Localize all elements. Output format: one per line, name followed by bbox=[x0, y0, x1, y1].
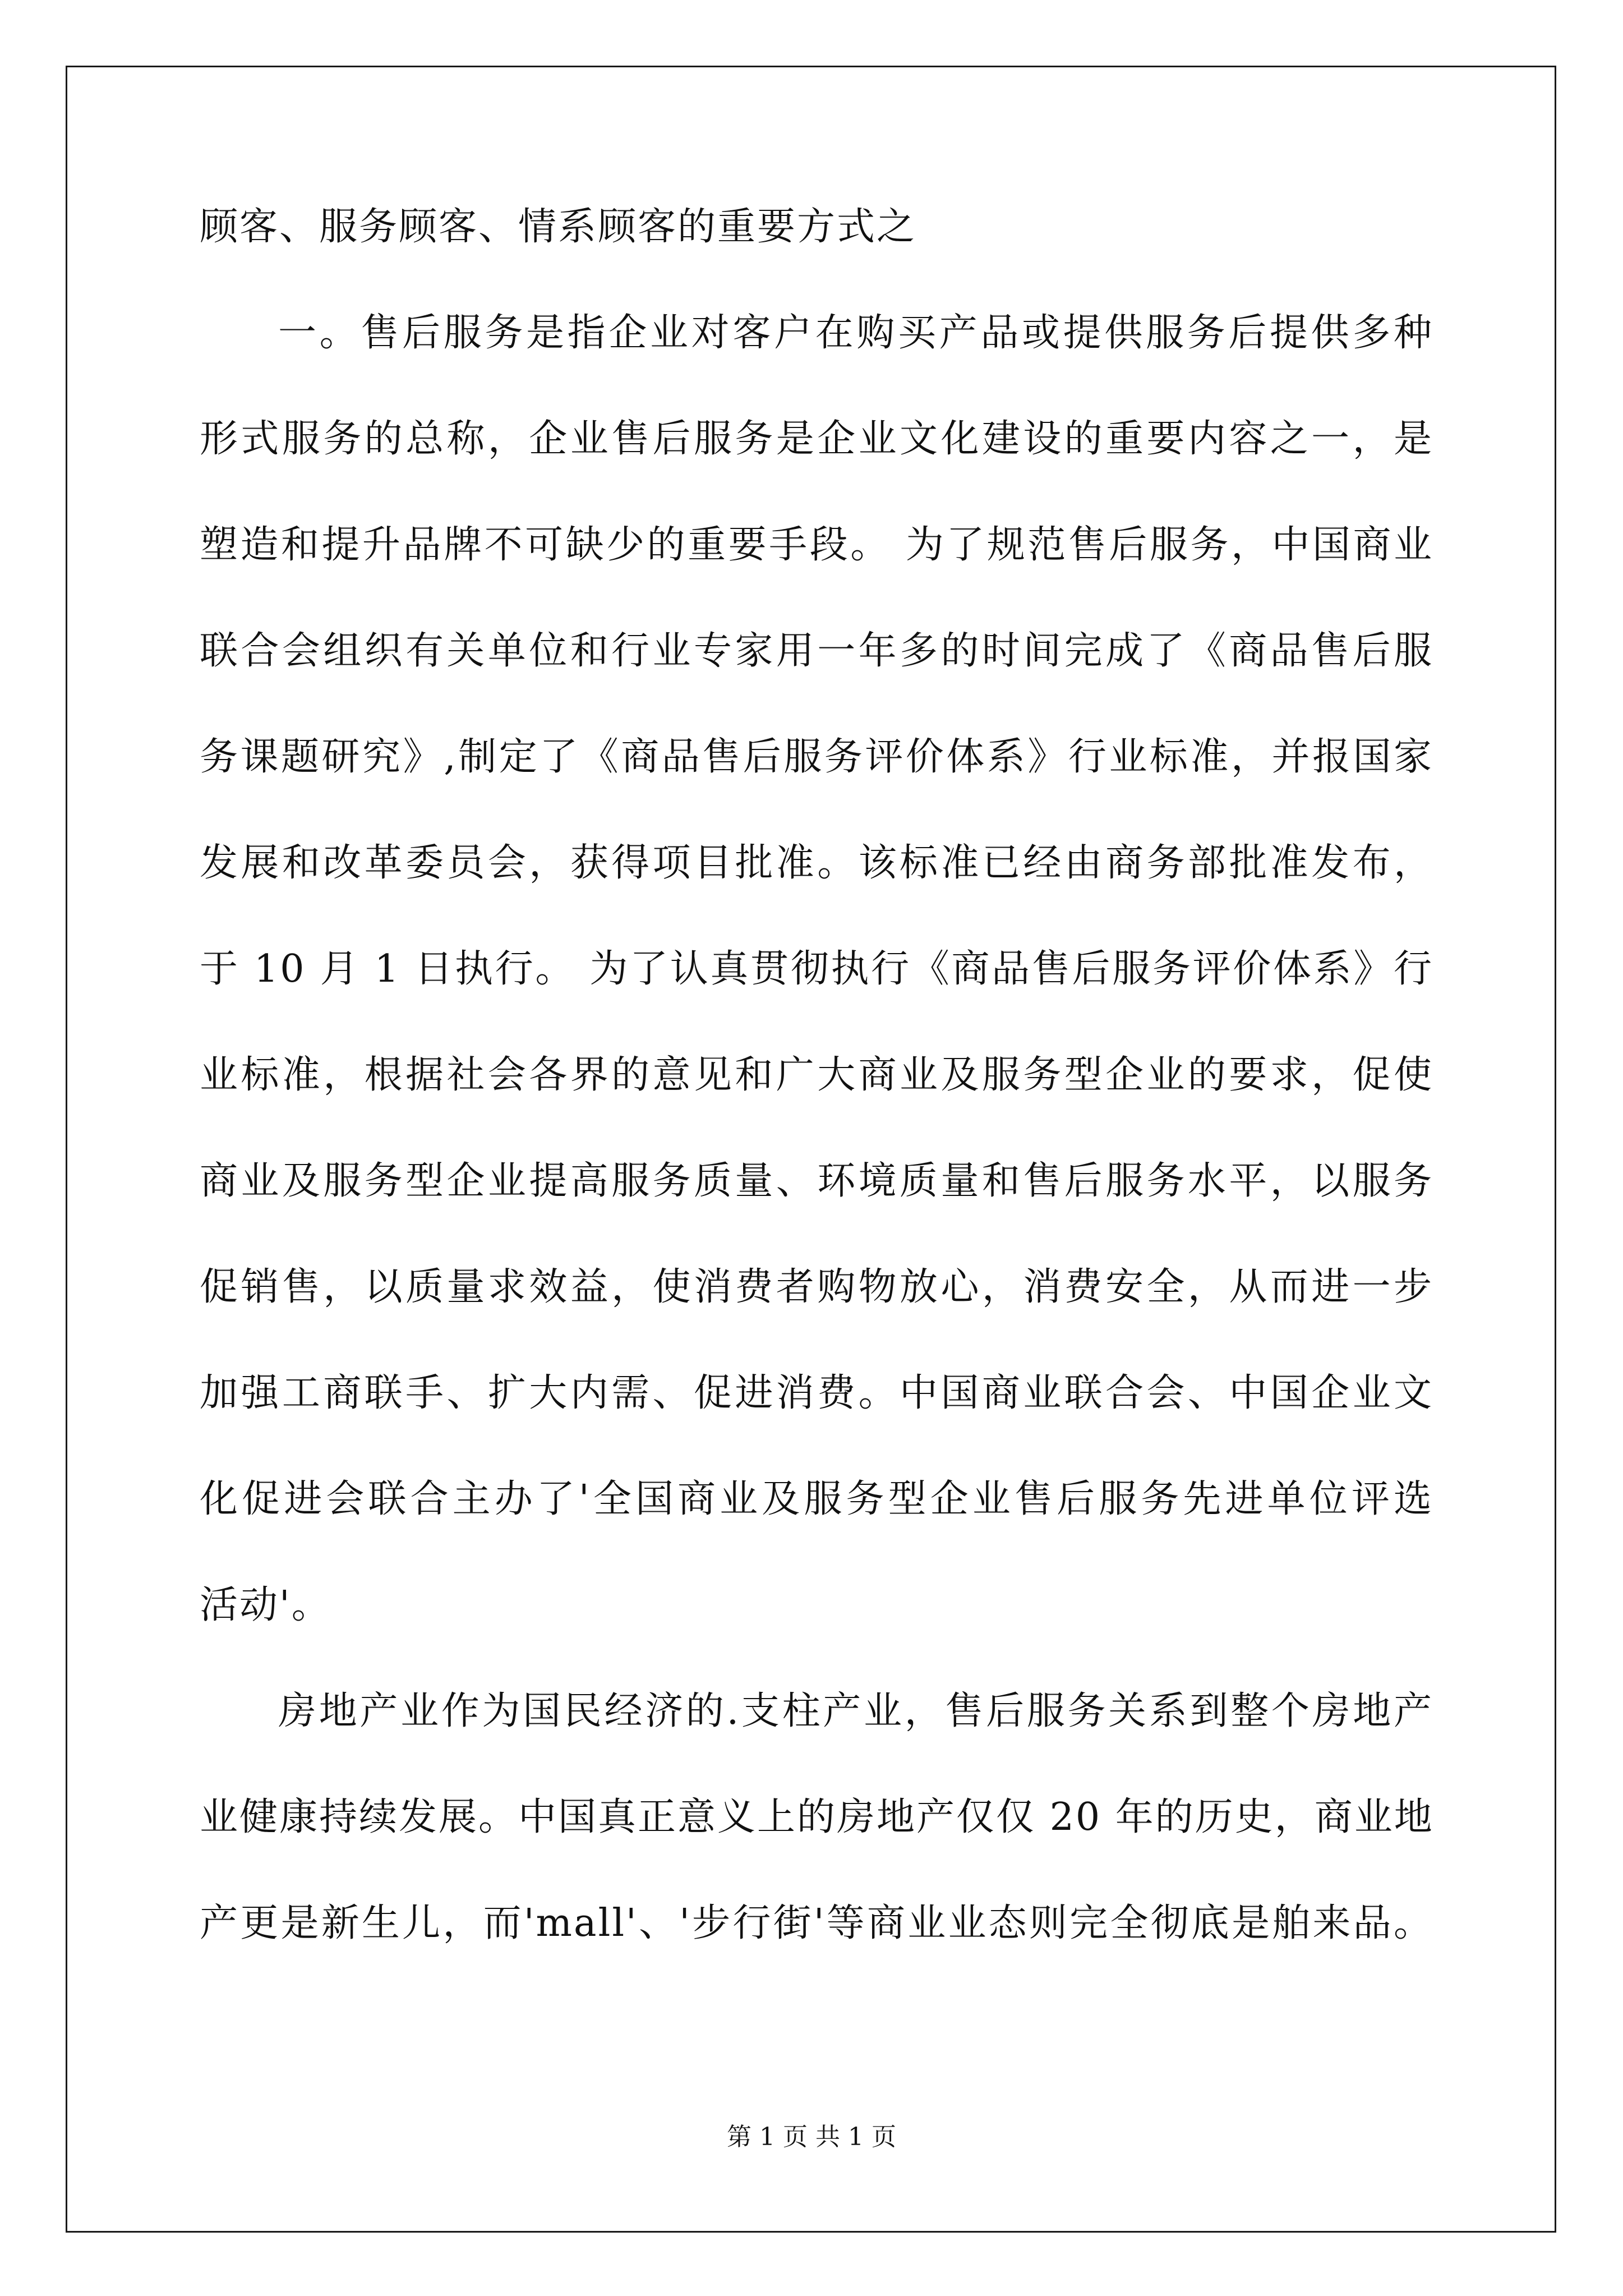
text-line: 于 10 月 1 日执行。 为了认真贯彻执行《商品售后服务评价体系》行 bbox=[200, 947, 1433, 991]
text-line: 产更是新生儿，而'mall'、'步行街'等商业业态则完全彻底是舶来品。 bbox=[200, 1901, 1433, 1945]
text-line: 联合会组织有关单位和行业专家用一年多的时间完成了《商品售后服 bbox=[200, 629, 1433, 673]
text-line: 发展和改革委员会，获得项目批准。该标准已经由商务部批准发布， bbox=[200, 841, 1433, 885]
text-line: 商业及服务型企业提高服务质量、环境质量和售后服务水平，以服务 bbox=[200, 1159, 1433, 1203]
page-number: 第 1 页 共 1 页 bbox=[727, 2123, 896, 2151]
text-line: 促销售，以质量求效益，使消费者购物放心，消费安全，从而进一步 bbox=[200, 1265, 1433, 1309]
text-line: 一。售后服务是指企业对客户在购买产品或提供服务后提供多种 bbox=[278, 311, 1433, 355]
text-line: 务课题研究》,制定了《商品售后服务评价体系》行业标准，并报国家 bbox=[200, 735, 1433, 779]
text-line: 活动'。 bbox=[200, 1583, 331, 1627]
text-line: 房地产业作为国民经济的.支柱产业，售后服务关系到整个房地产 bbox=[278, 1689, 1433, 1733]
text-line: 形式服务的总称，企业售后服务是企业文化建设的重要内容之一，是 bbox=[200, 417, 1433, 461]
text-line: 加强工商联手、扩大内需、促进消费。中国商业联合会、中国企业文 bbox=[200, 1371, 1433, 1415]
text-line: 业健康持续发展。中国真正意义上的房地产仅仅 20 年的历史，商业地 bbox=[200, 1795, 1434, 1839]
text-line: 化促进会联合主办了'全国商业及服务型企业售后服务先进单位评选 bbox=[200, 1477, 1433, 1521]
text-line: 业标准，根据社会各界的意见和广大商业及服务型企业的要求，促使 bbox=[200, 1053, 1433, 1097]
text-line: 顾客、服务顾客、情系顾客的重要方式之 bbox=[200, 205, 917, 249]
document-body bbox=[200, 174, 1433, 1976]
text-line: 塑造和提升品牌不可缺少的重要手段。 为了规范售后服务，中国商业 bbox=[200, 523, 1433, 567]
